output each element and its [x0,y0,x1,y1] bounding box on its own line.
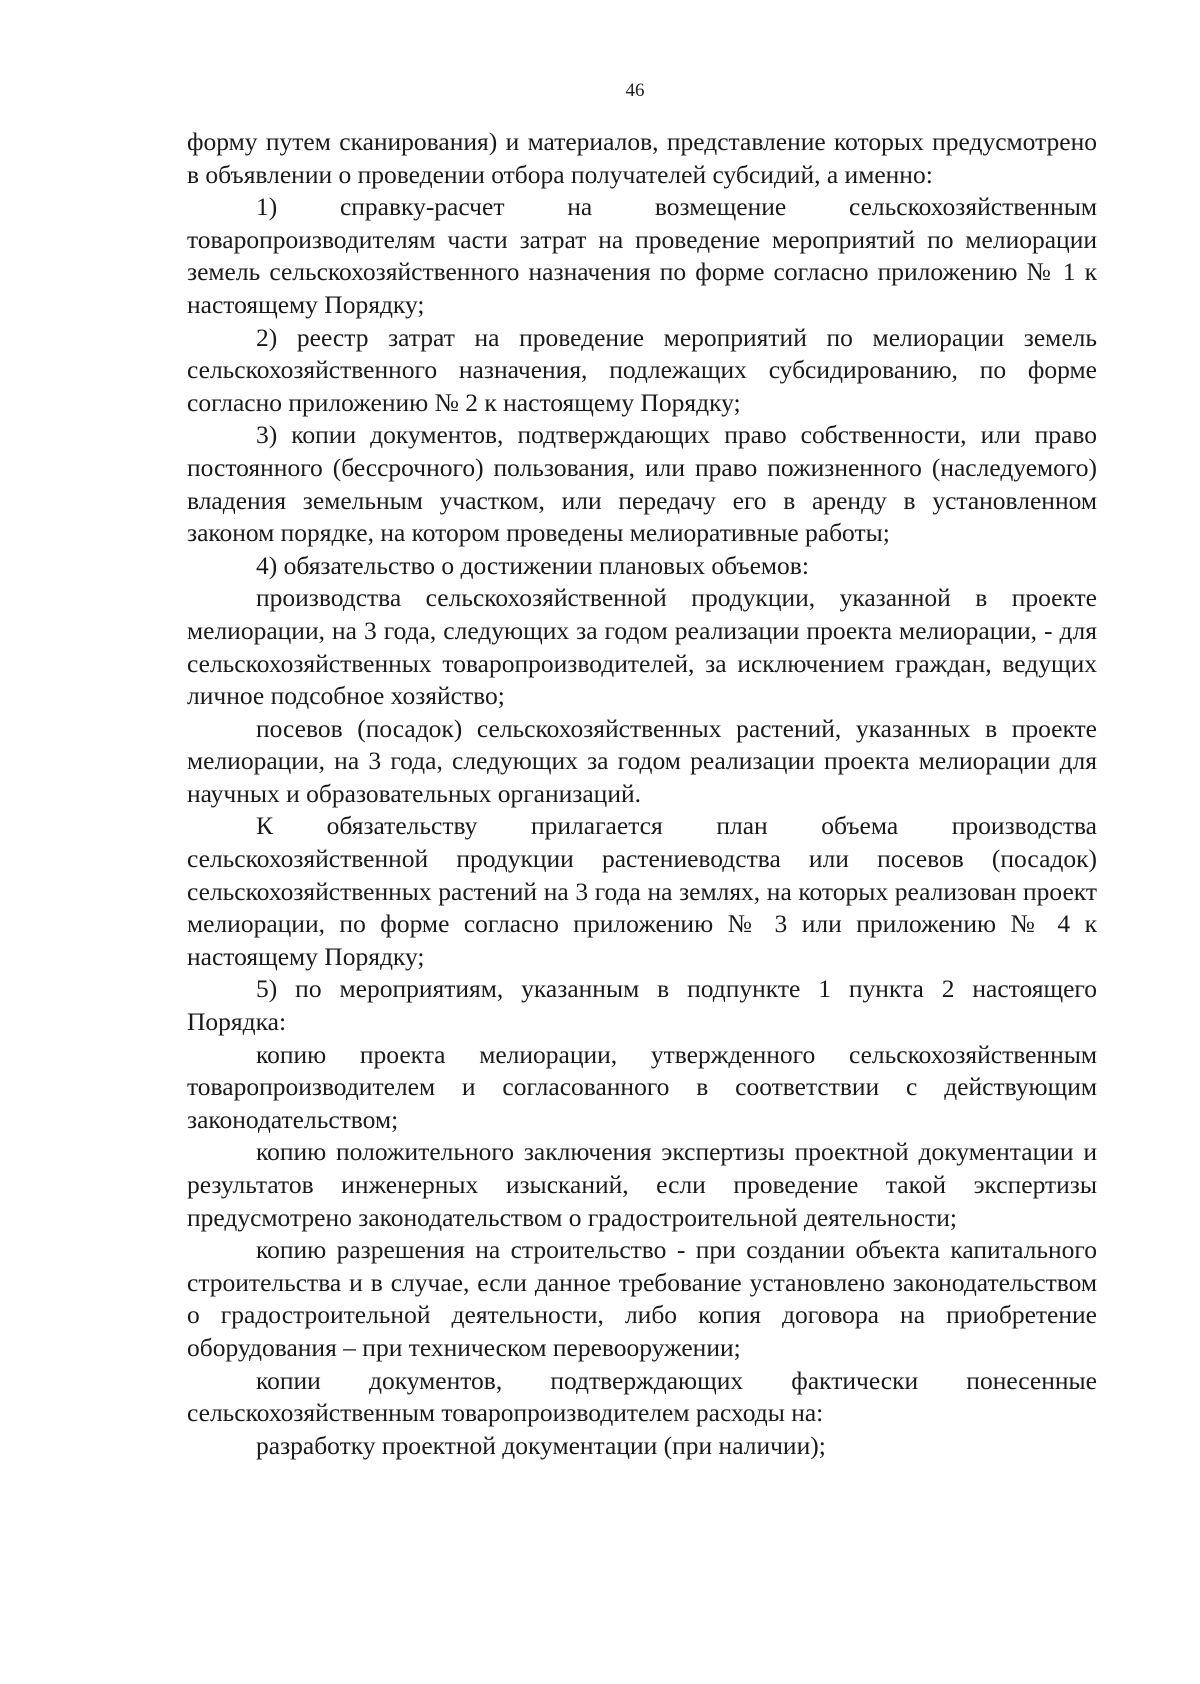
paragraph: копию положительного заключения экспертизы проектной документации и результатов инженерных изысканий, если проведение такой экспертизы предусмотрено законодательством о градостроительной деятельности; [187,1137,1097,1232]
paragraph: производства сельскохозяйственной продукции, указанной в проекте мелиорации, на 3 года, следующих за годом реализации проекта мелиорации, - для сельскохозяйственных товаропроизводителей, за исключением граждан, ведущих личное подсобное хозяйство; [187,583,1097,711]
paragraph: 5) по мероприятиям, указанным в подпункте 1 пункта 2 настоящего Порядка: [187,974,1097,1037]
page-number: 46 [625,80,645,101]
paragraph: 2) реестр затрат на проведение мероприятий по мелиорации земель сельскохозяйственного назначения, подлежащих субсидированию, по форме согласно приложению № 2 к настоящему Порядку; [187,322,1097,417]
paragraph: посевов (посадок) сельскохозяйственных растений, указанных в проекте мелиорации, на 3 года, следующих за годом реализации проекта мелиорации для научных и образовательных организаций. [187,713,1097,808]
paragraph: 3) копии документов, подтверждающих право собственности, или право постоянного (бессрочного) пользования, или право пожизненного (наследуемого) владения земельным участком, или передачу его в аренду в установленном законом порядке, на котором проведены мелиоративные работы; [187,420,1097,548]
paragraph: разработку проектной документации (при наличии); [256,1430,826,1460]
paragraph: 4) обязательство о достижении плановых объемов: [256,550,809,580]
paragraph: копию разрешения на строительство - при создании объекта капитального строительства и в случае, если данное требование установлено законодательством о градостроительной деятельности, либо копия договора на приобретение оборудования – при техническом перевооружении; [187,1235,1097,1362]
document-body [187,126,1097,1462]
paragraph: форму путем сканирования) и материалов, представление которых предусмотрено в объявлении о проведении отбора получателей субсидий, а именно: [187,127,1097,189]
paragraph: 1) справку-расчет на возмещение сельскохозяйственным товаропроизводителям части затрат на проведение мероприятий по мелиорации земель сельскохозяйственного назначения по форме согласно приложению № 1 к настоящему Порядку; [187,192,1097,319]
paragraph: копии документов, подтверждающих фактически понесенные сельскохозяйственным товаропроизводителем расходы на: [187,1365,1097,1428]
paragraph: К обязательству прилагается план объема производства сельскохозяйственной продукции растениеводства или посевов (посадок) сельскохозяйственных растений на 3 года на землях, на которых реализован проект мелиорации, по форме согласно приложению № 3 или приложению № 4 к настоящему Порядку; [187,811,1097,971]
paragraph: копию проекта мелиорации, утвержденного сельскохозяйственным товаропроизводителем и согласованного в соответствии с действующим законодательством; [187,1039,1097,1134]
